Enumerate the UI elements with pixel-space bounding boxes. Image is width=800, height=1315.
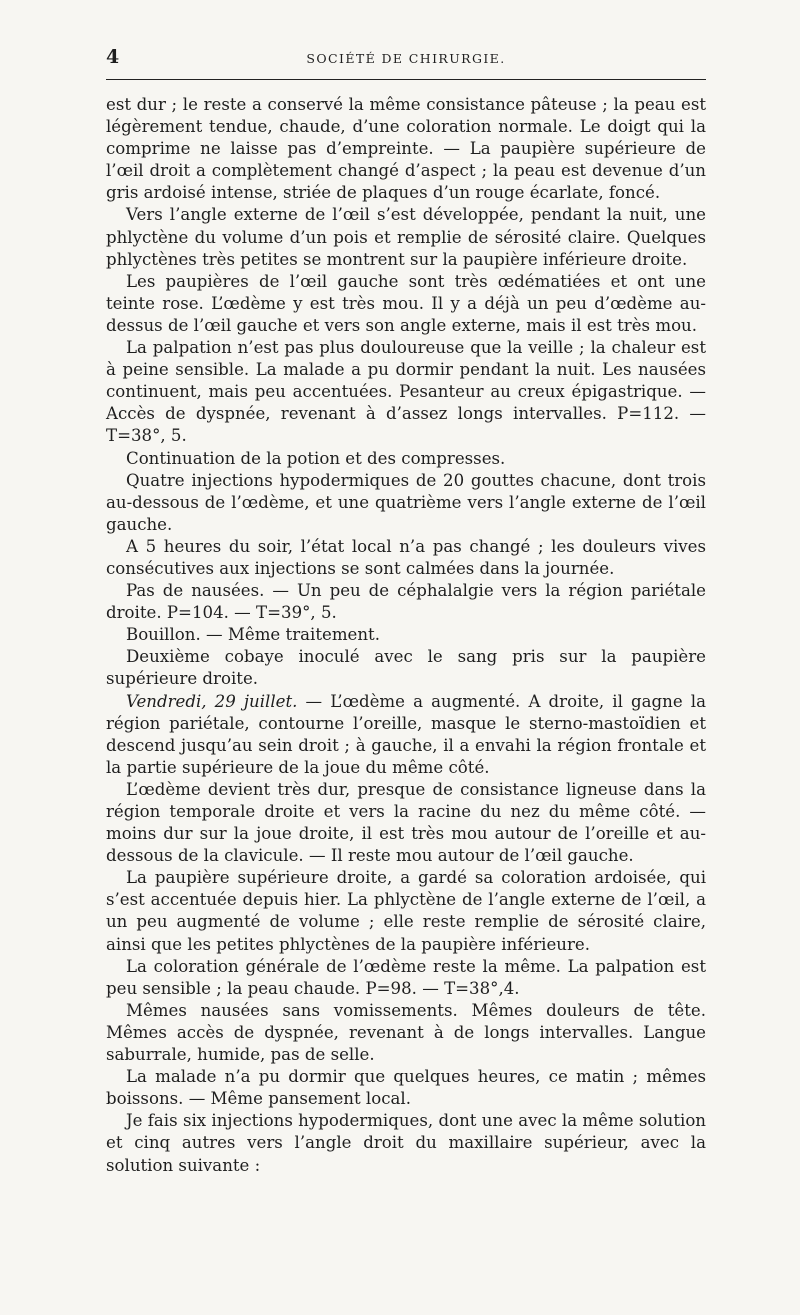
- paragraph: La coloration générale de l’œdème reste la même. La palpation est peu sensible ; la peau chaude. P=98. — T=38°,4.: [106, 956, 706, 998]
- paragraph: Mêmes nausées sans vomissements. Mêmes douleurs de tête. Mêmes accès de dyspnée, revenant à de longs intervalles. Langue saburrale, humide, pas de selle.: [106, 1000, 706, 1065]
- date-heading: Vendredi, 29 juillet.: [126, 691, 298, 711]
- paragraph: Deuxième cobaye inoculé avec le sang pris sur la paupière supérieure droite.: [106, 647, 706, 689]
- body-text: [106, 94, 706, 1177]
- paragraph: Vendredi, 29 juillet. — L’œdème a augmenté. A droite, il gagne la région pariétale, contourne l’oreille, masque le sterno-mastoïdien et descend jusqu’au sein droit ; à gauche, il a envahi la région frontale et la partie supérieure de la joue du même côté.: [106, 691, 706, 777]
- page-number: 4: [106, 46, 120, 68]
- paragraph: L’œdème devient très dur, presque de consistance ligneuse dans la région temporale droite et vers la racine du nez du même côté. — moins dur sur la joue droite, il est très mou autour de l’oreille et au-dessous de la clavicule. — Il reste mou autour de l’œil gauche.: [106, 779, 706, 866]
- paragraph: Je fais six injections hypodermiques, dont une avec la même solution et cinq autres vers l’angle droit du maxillaire supérieur, avec la solution suivante :: [106, 1111, 706, 1175]
- paragraph: Quatre injections hypodermiques de 20 gouttes chacune, dont trois au-dessous de l’œdème, et une quatrième vers l’angle externe de l’œil gauche.: [106, 470, 706, 534]
- paragraph: est dur ; le reste a conservé la même consistance pâteuse ; la peau est légèrement tendue, chaude, d’une coloration normale. Le doigt qui la comprime ne laisse pas d’empreinte. — La paupière supérieure de l’œil droit a complètement changé d’aspect ; la peau est devenue d’un gris ardoisé intense, striée de plaques d’un rouge écarlate, foncé.: [106, 95, 706, 203]
- header-rule: [106, 79, 706, 80]
- paragraph: Continuation de la potion et des compresses.: [126, 448, 506, 468]
- paragraph: Les paupières de l’œil gauche sont très œdématiées et ont une teinte rose. L’œdème y est très mou. Il y a déjà un peu d’œdème au-dessus de l’œil gauche et vers son angle externe, mais il est très mou.: [106, 271, 706, 335]
- paragraph: La malade n’a pu dormir que quelques heures, ce matin ; mêmes boissons. — Même pansement local.: [106, 1067, 706, 1109]
- paragraph: Bouillon. — Même traitement.: [126, 625, 381, 645]
- running-title: SOCIÉTÉ DE CHIRURGIE.: [306, 51, 506, 66]
- page-header: [106, 46, 706, 72]
- paragraph: La palpation n’est pas plus douloureuse que la veille ; la chaleur est à peine sensible. La malade a pu dormir pendant la nuit. Les nausées continuent, mais peu accentuées. Pesanteur au creux épigastrique. — Accès de dyspnée, revenant à d’assez longs intervalles. P=112. — T=38°, 5.: [106, 338, 706, 446]
- paragraph: A 5 heures du soir, l’état local n’a pas changé ; les douleurs vives consécutives aux injections se sont calmées dans la journée.: [106, 536, 706, 578]
- paragraph: La paupière supérieure droite, a gardé sa coloration ardoisée, qui s’est accentuée depuis hier. La phlyctène de l’angle externe de l’œil, a un peu augmenté de volume ; elle reste remplie de sérosité claire, ainsi que les petites phlyctènes de la paupière inférieure.: [106, 868, 706, 954]
- paragraph: Vers l’angle externe de l’œil s’est développée, pendant la nuit, une phlyctène du volume d’un pois et remplie de sérosité claire. Quelques phlyctènes très petites se montrent sur la paupière inférieure droite.: [106, 205, 706, 269]
- paragraph: Pas de nausées. — Un peu de céphalalgie vers la région pariétale droite. P=104. — T=39°, 5.: [106, 581, 706, 623]
